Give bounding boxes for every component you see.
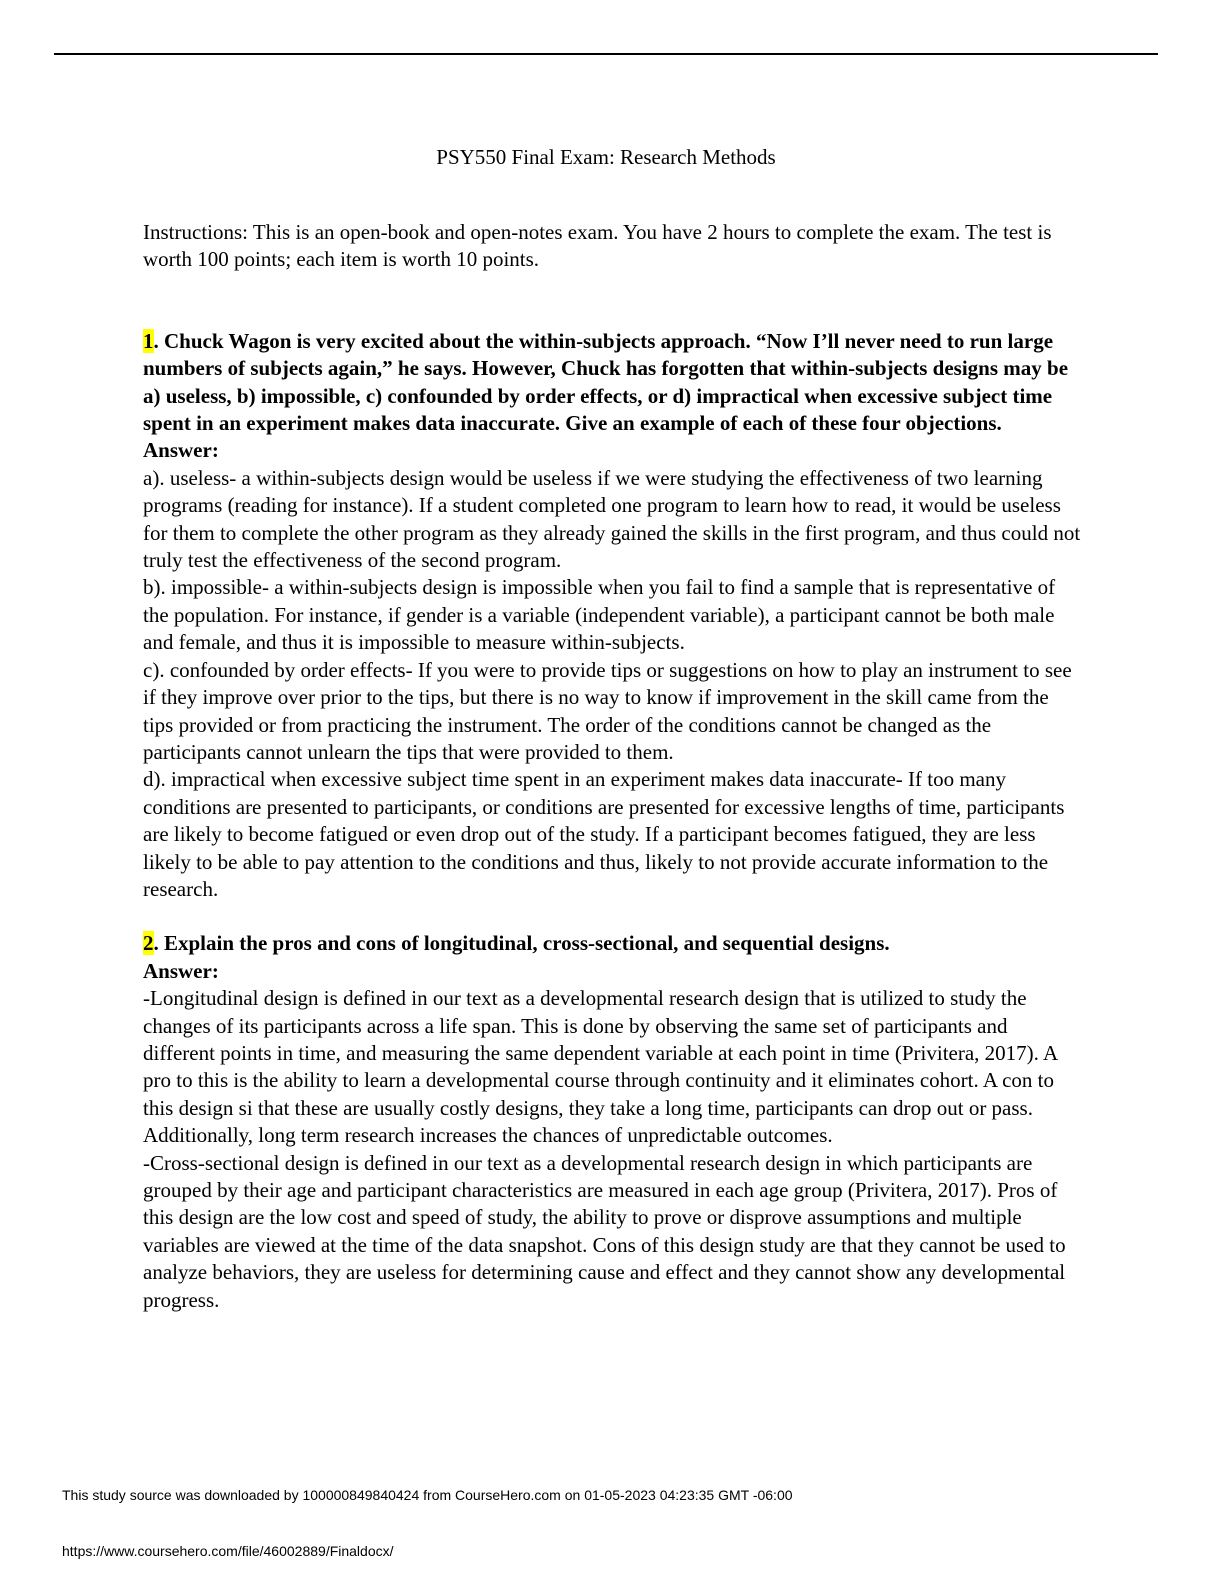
document-title: PSY550 Final Exam: Research Methods xyxy=(436,145,776,169)
question-1-answer-c: c). confounded by order effects- If you were to provide tips or suggestions on how to play an instrument to see if they improve over prior to the tips, but there is no way to know if improvement in the skill came from the tips provided or from practicing the instrument. The order of the conditions cannot be changed as the participants cannot unlearn the tips that were provided to them. xyxy=(143,657,1072,764)
footer-url-link[interactable]: https://www.coursehero.com/file/46002889/Finaldocx/ xyxy=(62,1543,394,1559)
question-1-answer-d: d). impractical when excessive subject time spent in an experiment makes data inaccurate- If too many conditions are presented to participants, or conditions are presented for excessive lengths of time, participants are likely to become fatigued or even drop out of the study. If a participant becomes fatigued, they are less likely to be able to pay attention to the conditions and thus, likely to not provide accurate information to the research. xyxy=(143,767,1065,901)
question-2 xyxy=(143,930,1083,1314)
instructions: Instructions: This is an open-book and open-notes exam. You have 2 hours to complete the exam. The test is worth 100 points; each item is worth 10 points. xyxy=(143,220,1052,272)
page-top-rule xyxy=(54,53,1158,55)
question-2-text: . Explain the pros and cons of longitudinal, cross-sectional, and sequential designs. xyxy=(153,931,890,956)
footer-source-note: This study source was downloaded by 100000849840424 from CourseHero.com on 01-05-2023 04:23:35 GMT -06:00 xyxy=(62,1487,793,1503)
question-1-answer-label: Answer: xyxy=(143,438,219,463)
question-1-number: 1 xyxy=(143,328,154,353)
question-1 xyxy=(143,328,1083,904)
question-1-prompt xyxy=(143,328,1083,438)
question-1-text: . Chuck Wagon is very excited about the within-subjects approach. “Now I’ll never need to run large numbers of subjects again,” he says. However, Chuck has forgotten that within-subjects designs may be a) useless, b) impossible, c) confounded by order effects, or d) impractical when excessive subject time spent in an experiment makes data inaccurate. Give an example of each of these four objections. xyxy=(143,328,1069,436)
question-1-answer-b: b). impossible- a within-subjects design is impossible when you fail to find a sample that is representative of the population. For instance, if gender is a variable (independent variable), a participant cannot be both male and female, and thus it is impossible to measure within-subjects. xyxy=(143,575,1056,655)
question-2-prompt xyxy=(143,930,1083,957)
document-body xyxy=(143,219,1083,1314)
question-1-answer-a: a). useless- a within-subjects design would be useless if we were studying the effectiveness of two learning programs (reading for instance). If a student completed one program to learn how to read, it would be useless for them to complete the other program as they already gained the skills in the first program, and thus could not truly test the effectiveness of the second program. xyxy=(143,465,1081,573)
question-2-answer-longitudinal: -Longitudinal design is defined in our text as a developmental research design that is utilized to study the changes of its participants across a life span. This is done by observing the same set of participants and different points in time, and measuring the same dependent variable at each point in time (Privitera, 2017). A pro to this is the ability to learn a developmental course through continuity and it eliminates cohort. A con to this design si that these are usually costly designs, they take a long time, participants can drop out or pass. Additionally, long term research increases the chances of unpredictable outcomes. xyxy=(143,986,1058,1148)
question-2-number: 2 xyxy=(143,931,154,956)
question-2-answer-cross-sectional: -Cross-sectional design is defined in our text as a developmental research design in which participants are grouped by their age and participant characteristics are measured in each age group (Privitera, 2017). Pros of this design are the low cost and speed of study, the ability to prove or disprove assumptions and multiple variables are viewed at the time of the data snapshot. Cons of this design study are that they cannot be used to analyze behaviors, they are useless for determining cause and effect and they cannot show any developmental progress. xyxy=(143,1150,1066,1312)
question-2-answer-label: Answer: xyxy=(143,958,219,983)
